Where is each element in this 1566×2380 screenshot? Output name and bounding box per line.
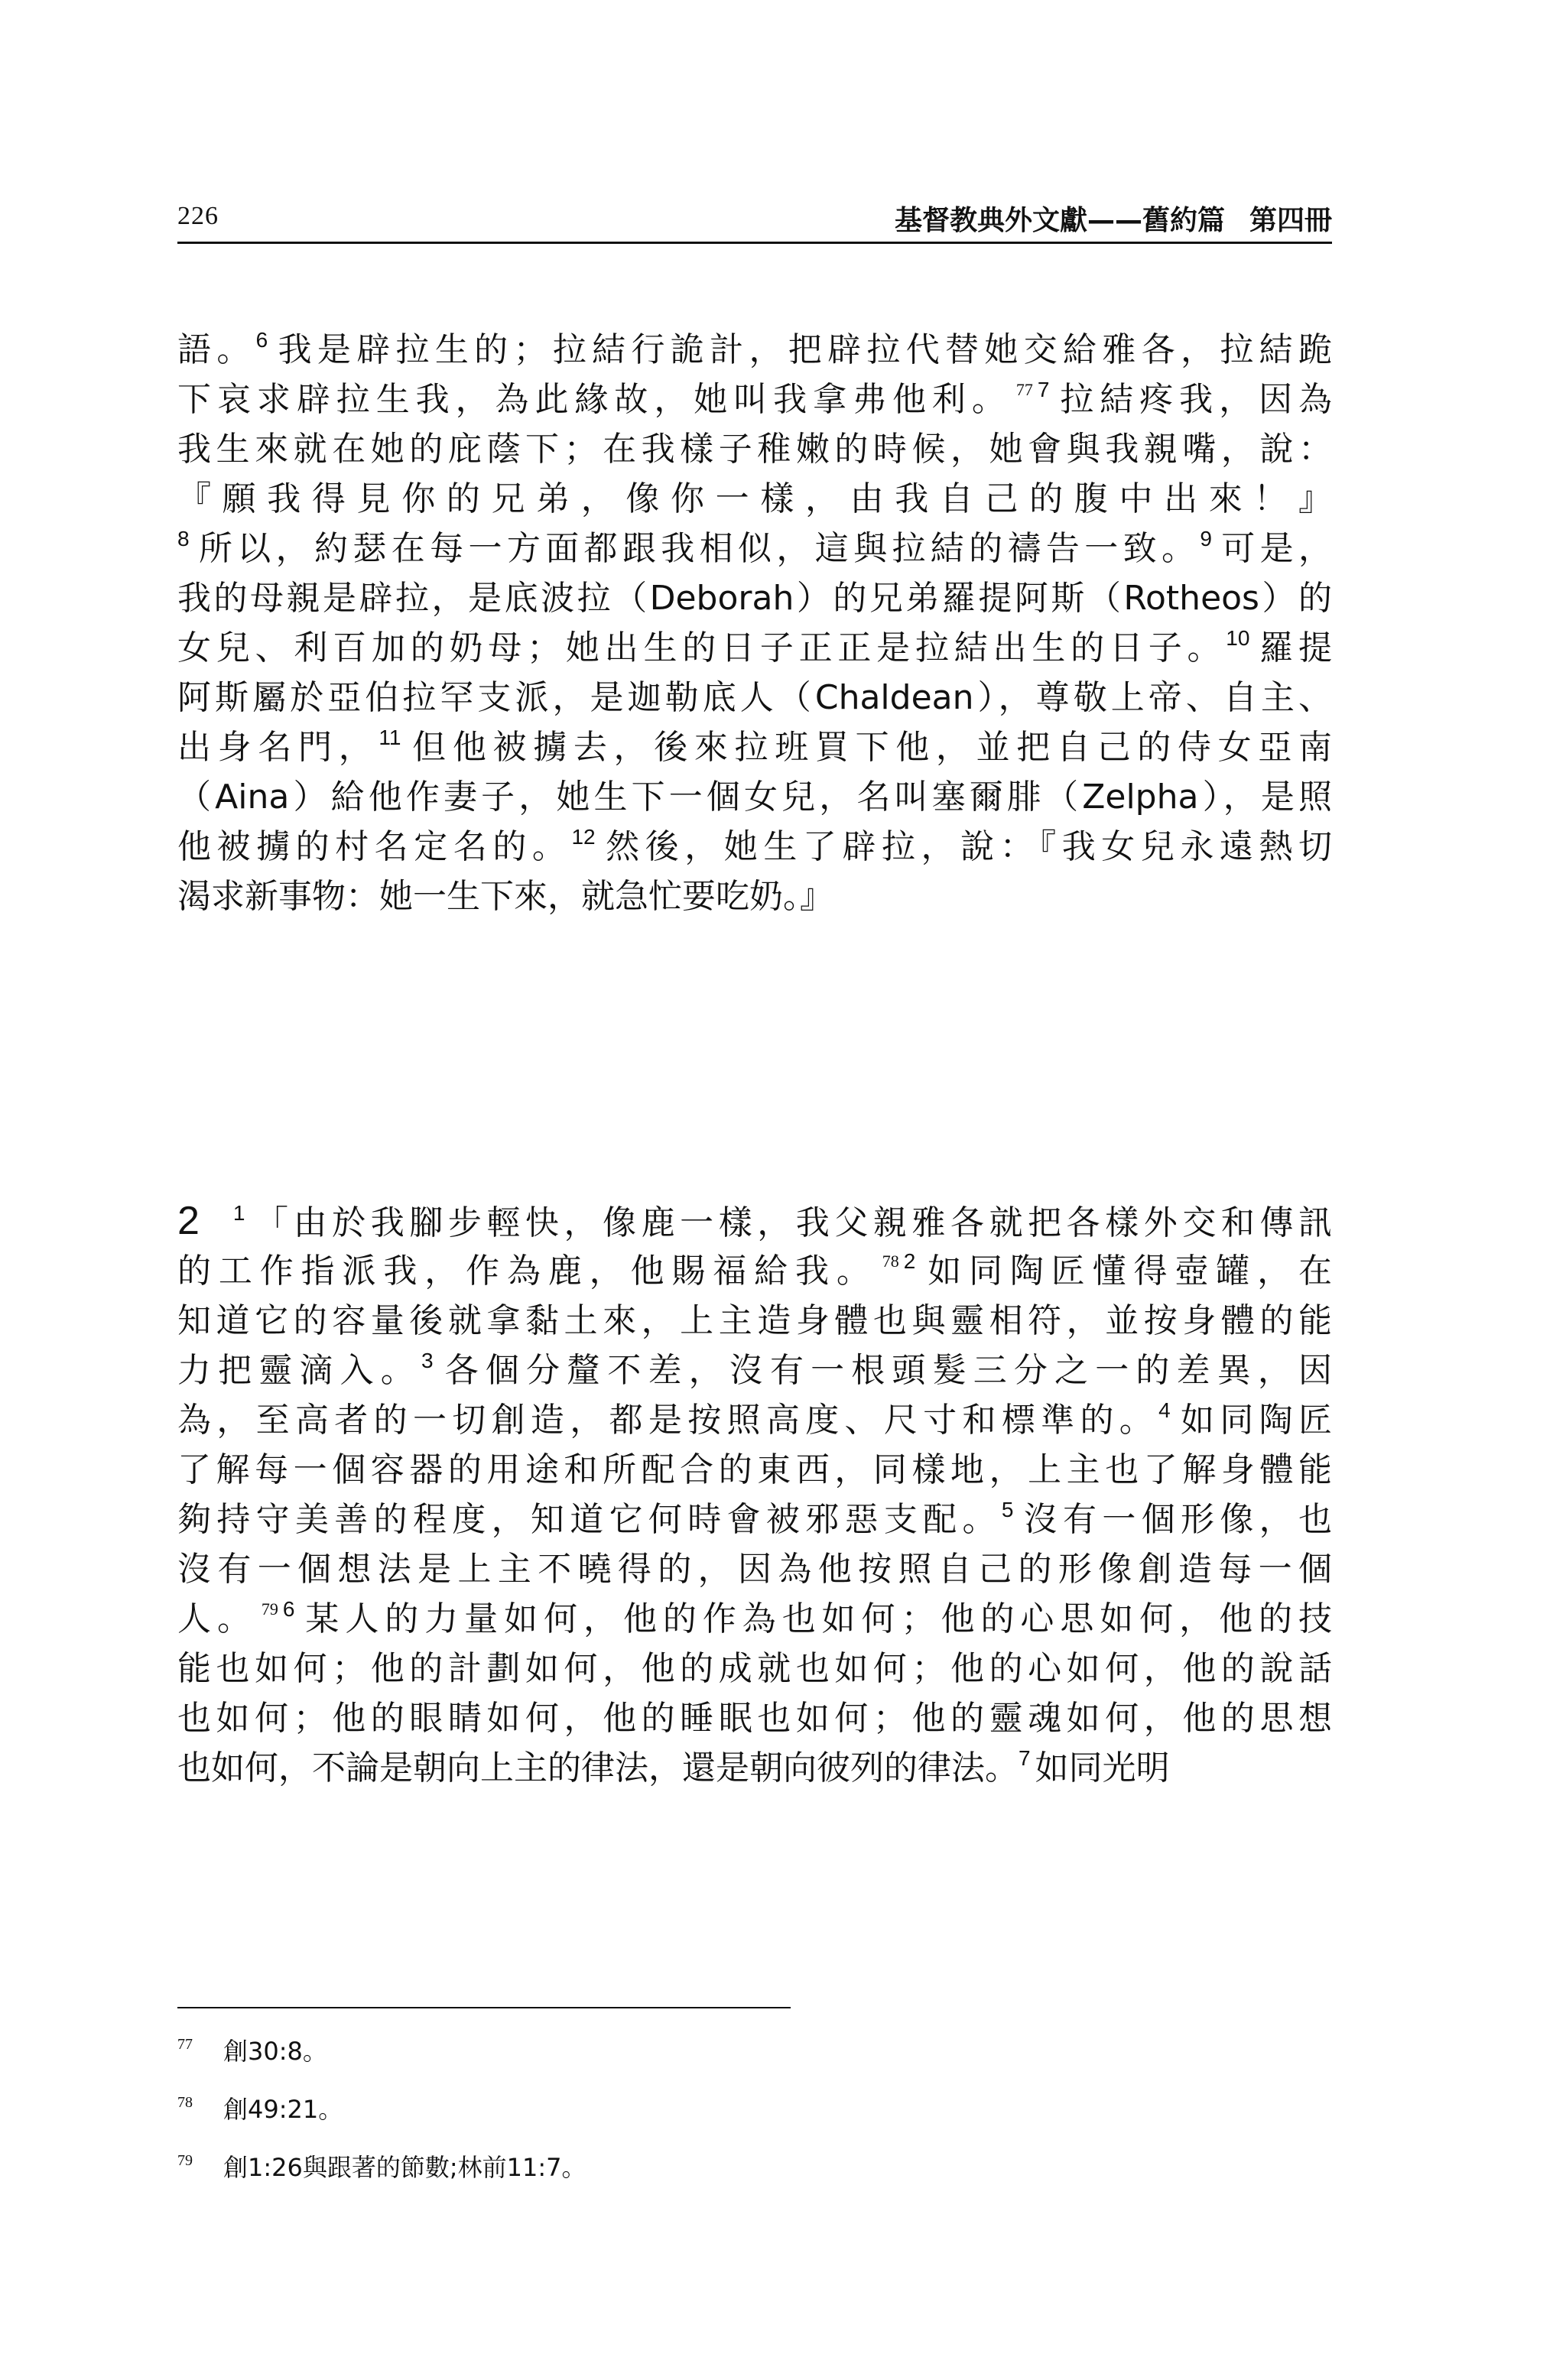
text-segment: 如同陶匠懂得壺罐，在 [920, 1252, 1333, 1291]
text-segment: 但他被擄去，後來拉班買下他，並把自己的侍女亞南 [405, 728, 1333, 767]
text-segment: 也如何；他的眼睛如何，他的睡眠也如何；他的靈魂如何，他的思想 [177, 1699, 1332, 1738]
text-line [177, 822, 1332, 872]
chapter-2-text [177, 1196, 1332, 1793]
text-segment: 女兒、利百加的奶母；她出生的日子正正是拉結出生的日子。 [177, 628, 1226, 667]
text-segment: 人。 [177, 1599, 257, 1638]
footnote-reference: 78 [882, 1252, 899, 1271]
text-line [177, 524, 1332, 573]
text-line [177, 673, 1332, 722]
text-line [177, 424, 1332, 474]
text-line [177, 325, 1332, 375]
text-segment: （Aina）給他作妻子，她生下一個女兒，名叫塞爾腓（Zelpha），是照 [177, 778, 1332, 817]
verse-number: 11 [379, 726, 401, 749]
verse-number: 5 [1001, 1498, 1014, 1521]
text-segment: 所以，約瑟在每一方面都跟我相似，這與拉結的禱告一致。 [193, 529, 1200, 568]
text-line [177, 474, 1332, 524]
volume-label: 第四冊 [1249, 205, 1332, 236]
text-segment: 的工作指派我，作為鹿，他賜福給我。 [177, 1252, 878, 1291]
page-number: 226 [177, 202, 219, 230]
footnote-item: 79 創1:26與跟著的節數;林前11:7。 [177, 2152, 586, 2182]
footnote-text: 創30:8。 [223, 2037, 327, 2066]
text-segment: 出身名門， [177, 728, 379, 767]
chapter-1-continuation [177, 325, 1332, 921]
footnotes [177, 2022, 1332, 2197]
text-segment: 我是辟拉生的；拉結行詭計，把辟拉代替她交給雅各，拉結跪 [272, 330, 1333, 369]
text-line [177, 1594, 1332, 1644]
text-segment: 下哀求辟拉生我，為此緣故，她叫我拿弗他利。 [177, 380, 1012, 419]
verse-number: 3 [421, 1349, 434, 1372]
text-segment: 沒有一個想法是上主不曉得的，因為他按照自己的形像創造每一個 [177, 1550, 1332, 1589]
footnote-text: 創1:26與跟著的節數;林前11:7。 [223, 2153, 586, 2182]
text-line [177, 1644, 1332, 1693]
verse-number: 7 [1037, 378, 1050, 401]
footnote-rule [177, 2007, 791, 2008]
footnote-text: 創49:21。 [223, 2095, 343, 2124]
text-segment: 各個分釐不差，沒有一根頭髮三分之一的差異，因 [437, 1351, 1333, 1390]
text-line [177, 872, 1332, 921]
text-segment: 我的母親是辟拉，是底波拉（Deborah）的兄弟羅提阿斯（Rotheos）的 [177, 579, 1332, 618]
text-segment: 某人的力量如何，他的作為也如何；他的心思如何，他的技 [299, 1599, 1333, 1638]
verse-number: 12 [571, 825, 596, 849]
text-line [177, 623, 1332, 673]
text-line [177, 1495, 1332, 1544]
running-title [895, 199, 1332, 238]
text-segment: 也如何，不論是朝向上主的律法，還是朝向彼列的律法。 [177, 1748, 1019, 1787]
header-rule [177, 242, 1332, 244]
footnote-item: 77 創30:8。 [177, 2036, 327, 2066]
text-segment: 『願我得見你的兄弟，像你一樣，由我自己的腹中出來！』 [177, 479, 1332, 518]
book-title: 基督教典外文獻——舊約篇 [894, 205, 1225, 236]
text-segment: 如同陶匠 [1174, 1401, 1333, 1440]
verse-number: 6 [282, 1597, 295, 1621]
verse-number: 10 [1226, 626, 1250, 650]
text-segment: 拉結疼我，因為 [1054, 380, 1333, 419]
text-segment: 夠持守美善的程度，知道它何時會被邪惡支配。 [177, 1500, 1002, 1539]
text-segment: 沒有一個形像，也 [1018, 1500, 1333, 1539]
text-line [177, 1246, 1332, 1296]
text-segment: 為，至高者的一切創造，都是按照高度、尺寸和標準的。 [177, 1401, 1159, 1440]
footnote-reference: 77 [1015, 380, 1033, 399]
text-line [177, 1693, 1332, 1743]
text-segment: 渴求新事物：她一生下來，就急忙要吃奶。』 [177, 877, 833, 916]
footnote-item: 78 創49:21。 [177, 2094, 343, 2124]
verse-number: 1 [232, 1201, 245, 1225]
text-segment: 「由於我腳步輕快，像鹿一樣，我父親雅各就把各樣外交和傳訊 [249, 1203, 1332, 1242]
footnote-reference: 79 [261, 1599, 278, 1619]
text-segment: 羅提 [1254, 628, 1332, 667]
text-segment: 阿斯屬於亞伯拉罕支派，是迦勒底人（Chaldean），尊敬上帝、自主、 [177, 678, 1332, 717]
text-line [177, 772, 1332, 822]
text-segment: 他被擄的村名定名的。 [177, 827, 572, 866]
text-segment: 了解每一個容器的用途和所配合的東西，同樣地，上主也了解身體能 [177, 1450, 1332, 1489]
verse-number: 8 [177, 527, 190, 550]
text-line [177, 573, 1332, 623]
text-line [177, 1743, 1332, 1793]
text-line [177, 1395, 1332, 1445]
text-line [177, 1346, 1332, 1395]
text-segment: 語。 [177, 330, 256, 369]
text-line [177, 722, 1332, 772]
text-line [177, 1445, 1332, 1495]
text-line [177, 1296, 1332, 1346]
text-segment: 力把靈滴入。 [177, 1351, 421, 1390]
verse-number: 9 [1200, 527, 1212, 550]
verse-number: 7 [1019, 1746, 1031, 1770]
chapter-number: 2 [177, 1199, 200, 1243]
text-line [177, 1196, 1332, 1246]
verse-number: 4 [1158, 1398, 1171, 1422]
verse-number: 2 [903, 1249, 916, 1273]
text-line [177, 375, 1332, 424]
text-segment: 可是， [1216, 529, 1333, 568]
text-segment: 我生來就在她的庇蔭下；在我樣子稚嫩的時候，她會與我親嘴，說： [177, 430, 1332, 469]
text-segment: 知道它的容量後就拿黏土來，上主造身體也與靈相符，並按身體的能 [177, 1301, 1332, 1340]
text-segment: 然後，她生了辟拉，說：『我女兒永遠熱切 [599, 827, 1333, 866]
text-segment: 能也如何；他的計劃如何，他的成就也如何；他的心如何，他的說話 [177, 1649, 1332, 1688]
running-header [177, 196, 1332, 240]
text-line [177, 1544, 1332, 1594]
verse-number: 6 [255, 328, 268, 352]
text-segment: 如同光明 [1035, 1748, 1170, 1787]
